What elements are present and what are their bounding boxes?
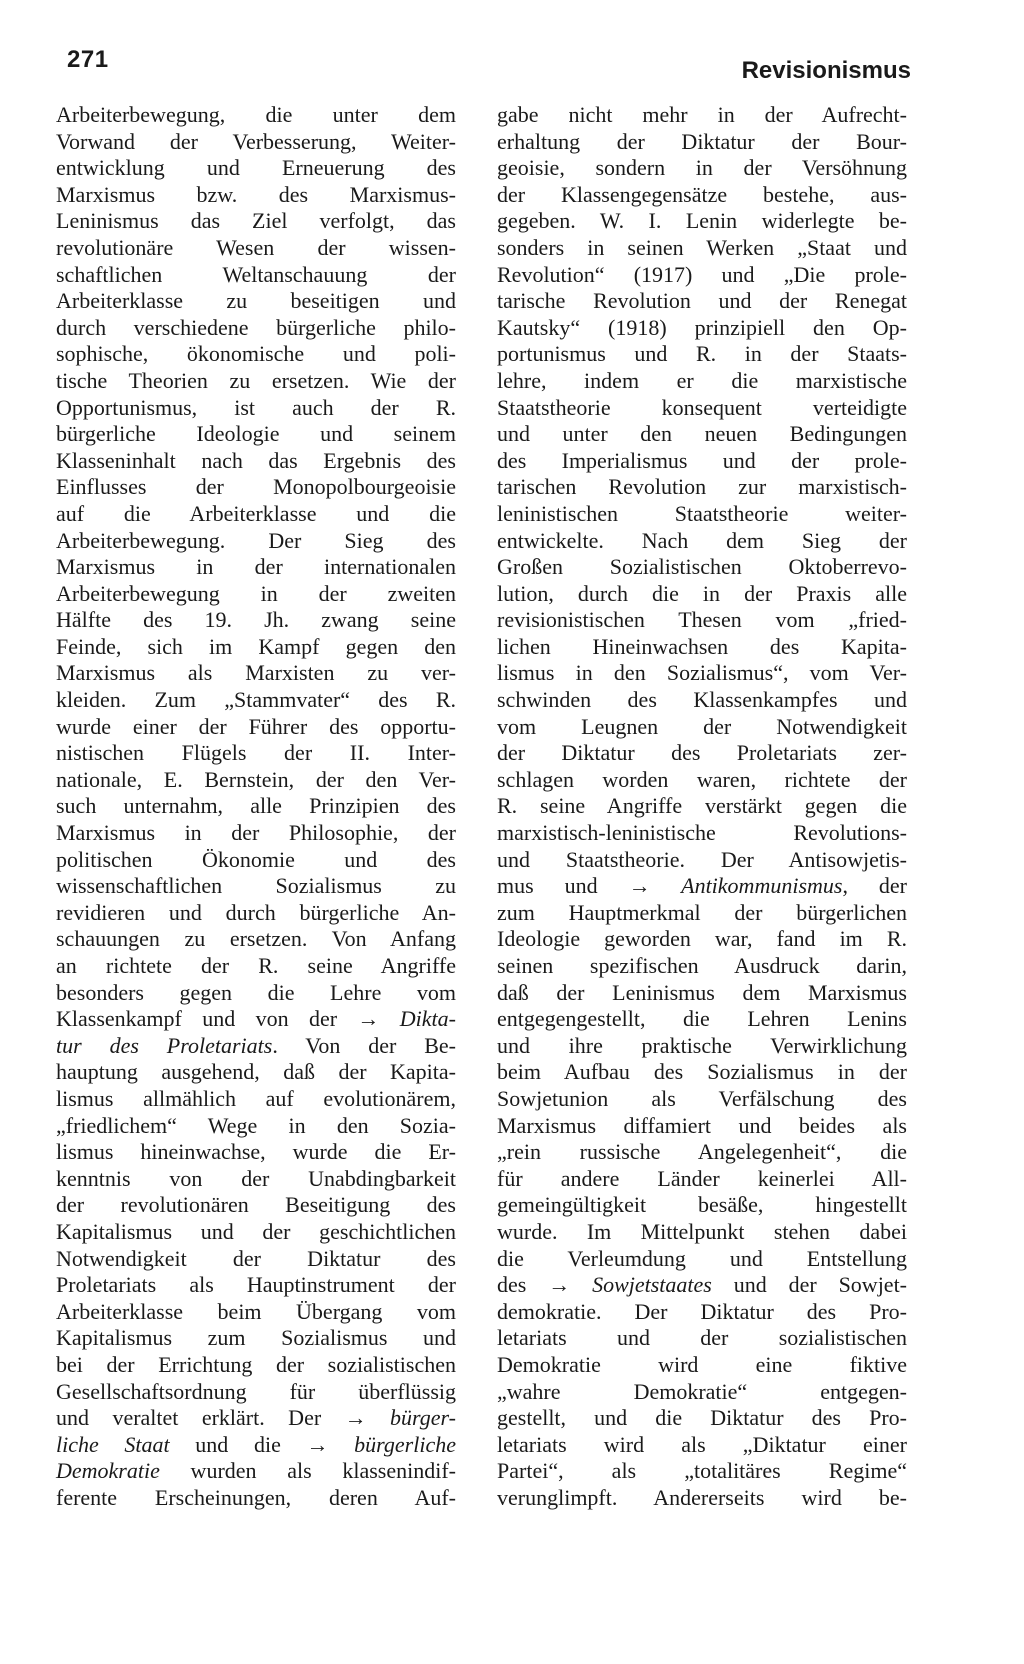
text-line: geoisie, sondern in der Versöhnung — [497, 155, 907, 181]
text-run: mus und — [497, 873, 629, 899]
text-line: Vorwand der Verbesserung, Weiter- — [56, 128, 456, 154]
text-line: bürgerliche Ideologie und seinem — [56, 421, 456, 447]
text-line: politischen Ökonomie und des — [56, 846, 456, 872]
text-line: Partei“, als „totalitäres Regime“ — [497, 1458, 907, 1484]
text-line: der revolutionären Beseitigung des — [56, 1192, 456, 1218]
text-line: und ihre praktische Verwirklichung — [497, 1032, 907, 1058]
text-line: bei der Errichtung der sozialistischen — [56, 1351, 456, 1377]
text-line: Marxismus in der Philosophie, der — [56, 820, 456, 846]
text-line: durch verschiedene bürgerliche philo- — [56, 314, 456, 340]
text-line: Notwendigkeit der Diktatur des — [56, 1245, 456, 1271]
text-run: und die — [169, 1431, 307, 1457]
text-line: Marxismus diffamiert und beides als — [497, 1112, 907, 1138]
text-line: schwinden des Klassenkampfes und — [497, 687, 907, 713]
text-line-with-reference — [497, 1272, 907, 1299]
text-line: wurde. Im Mittelpunkt stehen dabei — [497, 1218, 907, 1244]
text-line: revolutionäre Wesen der wissen- — [56, 234, 456, 260]
cross-reference-arrow-icon: → — [548, 1272, 571, 1298]
cross-reference-antikommunismus[interactable]: Antikommunismus — [650, 873, 843, 899]
text-line: Kautsky“ (1918) prinzipiell den Op- — [497, 314, 907, 340]
text-line: lismus hineinwachse, wurde die Er- — [56, 1139, 456, 1165]
text-line: letariats und der sozialistischen — [497, 1325, 907, 1351]
text-line: ferente Erscheinungen, deren Auf- — [56, 1484, 456, 1510]
cross-reference-arrow-icon: → — [306, 1431, 329, 1457]
cross-reference-buergerliche-demokratie-cont[interactable]: Demokratie — [56, 1458, 160, 1484]
text-line: nistischen Flügels der II. Inter- — [56, 740, 456, 766]
text-line: sonders in seinen Werken „Staat und — [497, 234, 907, 260]
text-line: Arbeiterbewegung, die unter dem — [56, 102, 456, 127]
text-line: für andere Länder keinerlei All- — [497, 1165, 907, 1191]
text-line: Gesellschaftsordnung für überflüssig — [56, 1378, 456, 1404]
text-line: demokratie. Der Diktatur des Pro- — [497, 1298, 907, 1324]
text-line: Proletariats als Hauptinstrument der — [56, 1272, 456, 1298]
text-line-with-reference — [56, 1033, 456, 1060]
text-run: . Von der Be- — [272, 1032, 456, 1058]
text-line: gestellt, und die Diktatur des Pro- — [497, 1405, 907, 1431]
text-line: lehre, indem er die marxistische — [497, 367, 907, 393]
cross-reference-buergerliche-staat[interactable]: bürger- — [366, 1405, 456, 1431]
text-line: hauptung ausgehend, daß der Kapita- — [56, 1059, 456, 1085]
text-run: des — [497, 1272, 549, 1298]
text-line: nationale, E. Bernstein, der den Ver- — [56, 766, 456, 792]
cross-reference-diktatur-des-proletariats-cont[interactable]: tur des Proletariats — [56, 1032, 273, 1058]
text-line: revidieren und durch bürgerliche An- — [56, 899, 456, 925]
text-line: gegeben. W. I. Lenin widerlegte be- — [497, 208, 907, 234]
text-line: erhaltung der Diktatur der Bour- — [497, 128, 907, 154]
cross-reference-buergerliche-demokratie[interactable]: bürgerliche — [328, 1431, 456, 1457]
page-number: 271 — [67, 46, 109, 73]
text-line: zum Hauptmerkmal der bürgerlichen — [497, 899, 907, 925]
text-line: Marxismus in der internationalen — [56, 554, 456, 580]
text-run: , der — [842, 873, 907, 899]
text-line: portunismus und R. in der Staats- — [497, 341, 907, 367]
text-line: „wahre Demokratie“ entgegen- — [497, 1378, 907, 1404]
text-run: Klassenkampf und von der — [56, 1006, 358, 1032]
text-line: wissenschaftlichen Sozialismus zu — [56, 873, 456, 899]
text-line: Feinde, sich im Kampf gegen den — [56, 633, 456, 659]
text-line: Einflusses der Monopolbourgeoisie — [56, 474, 456, 500]
text-line: leninistischen Staatstheorie weiter- — [497, 500, 907, 526]
text-line: kleiden. Zum „Stammvater“ des R. — [56, 687, 456, 713]
cross-reference-buergerliche-staat-cont[interactable]: liche Staat — [56, 1431, 170, 1457]
text-line: letariats wird als „Diktatur einer — [497, 1431, 907, 1457]
text-line: Revolution“ (1917) und „Die prole- — [497, 261, 907, 287]
text-line: „rein russische Angelegenheit“, die — [497, 1139, 907, 1165]
text-line: verunglimpft. Andererseits wird be- — [497, 1484, 907, 1510]
text-line: an richtete der R. seine Angriffe — [56, 953, 456, 978]
text-line: tarische Revolution und der Renegat — [497, 288, 907, 314]
text-line: kenntnis von der Unabdingbarkeit — [56, 1165, 456, 1191]
text-run: und der Sowjet- — [711, 1272, 908, 1298]
text-line: Arbeiterbewegung. Der Sieg des — [56, 527, 456, 553]
text-line: schauungen zu ersetzen. Von Anfang — [56, 926, 456, 952]
text-line: Arbeiterklasse zu beseitigen und — [56, 288, 456, 314]
text-line: lichen Hineinwachsen des Kapita- — [497, 633, 907, 659]
text-line: und Staatstheorie. Der Antisowjetis- — [497, 846, 907, 872]
cross-reference-arrow-icon: → — [344, 1405, 367, 1431]
text-line: Marxismus als Marxisten zu ver- — [56, 660, 456, 686]
text-line-with-reference — [56, 1432, 456, 1459]
text-line: und unter den neuen Bedingungen — [497, 421, 907, 447]
text-run: und veraltet erklärt. Der — [56, 1405, 345, 1431]
text-line: entwickelte. Nach dem Sieg der — [497, 527, 907, 553]
text-line: daß der Leninismus dem Marxismus — [497, 979, 907, 1005]
text-line: revisionistischen Thesen vom „fried- — [497, 607, 907, 633]
cross-reference-diktatur-des-proletariats[interactable]: Dikta- — [379, 1006, 456, 1032]
text-line: entgegengestellt, die Lehren Lenins — [497, 1006, 907, 1032]
text-line-with-reference — [56, 1405, 456, 1432]
text-line: lismus allmählich auf evolutionärem, — [56, 1085, 456, 1111]
text-run: wurden als klassenindif- — [159, 1458, 456, 1484]
text-line: Klasseninhalt nach das Ergebnis des — [56, 447, 456, 473]
text-line: Großen Sozialistischen Oktoberrevo- — [497, 554, 907, 580]
text-line-with-reference — [497, 873, 907, 900]
cross-reference-sowjetstaates[interactable]: Sowjetstaates — [570, 1272, 712, 1298]
running-head: Revisionismus — [741, 57, 911, 84]
text-line: schlagen worden waren, richtete der — [497, 766, 907, 792]
text-line: Ideologie geworden war, fand im R. — [497, 926, 907, 952]
text-line: sophische, ökonomische und poli- — [56, 341, 456, 367]
text-line: Hälfte des 19. Jh. zwang seine — [56, 607, 456, 633]
text-line: marxistisch-leninistische Revolutions- — [497, 820, 907, 846]
text-line: wurde einer der Führer des opportu- — [56, 713, 456, 739]
text-line: R. seine Angriffe verstärkt gegen die — [497, 793, 907, 819]
text-line: Arbeiterklasse beim Übergang vom — [56, 1298, 456, 1324]
text-line: der Klassengegensätze bestehe, aus- — [497, 181, 907, 207]
text-line: der Diktatur des Proletariats zer- — [497, 740, 907, 766]
text-line: Leninismus das Ziel verfolgt, das — [56, 208, 456, 234]
text-line: auf die Arbeiterklasse und die — [56, 500, 456, 526]
text-line: die Verleumdung und Entstellung — [497, 1245, 907, 1271]
text-line: tarischen Revolution zur marxistisch- — [497, 474, 907, 500]
text-line: Kapitalismus zum Sozialismus und — [56, 1325, 456, 1351]
text-line: schaftlichen Weltanschauung der — [56, 261, 456, 287]
text-line: „friedlichem“ Wege in den Sozia- — [56, 1112, 456, 1138]
text-line: lution, durch die in der Praxis alle — [497, 580, 907, 606]
text-line: lismus in den Sozialismus“, vom Ver- — [497, 660, 907, 686]
text-line: des Imperialismus und der prole- — [497, 447, 907, 473]
text-line: Opportunismus, ist auch der R. — [56, 394, 456, 420]
text-line-with-reference — [56, 1458, 456, 1485]
text-line: seinen spezifischen Ausdruck darin, — [497, 953, 907, 978]
text-line: Arbeiterbewegung in der zweiten — [56, 580, 456, 606]
left-text-column — [56, 102, 456, 1511]
text-line: vom Leugnen der Notwendigkeit — [497, 713, 907, 739]
text-line: gabe nicht mehr in der Aufrecht- — [497, 102, 907, 127]
cross-reference-arrow-icon: → — [628, 873, 651, 899]
text-line: gemeingültigkeit besäße, hingestellt — [497, 1192, 907, 1218]
right-text-column — [497, 102, 907, 1511]
text-line: Staatstheorie konsequent verteidigte — [497, 394, 907, 420]
cross-reference-arrow-icon: → — [357, 1006, 380, 1032]
text-line: Marxismus bzw. des Marxismus- — [56, 181, 456, 207]
text-line: tische Theorien zu ersetzen. Wie der — [56, 367, 456, 393]
text-line: Demokratie wird eine fiktive — [497, 1351, 907, 1377]
text-line: Kapitalismus und der geschichtlichen — [56, 1218, 456, 1244]
text-line: besonders gegen die Lehre vom — [56, 979, 456, 1005]
text-line: Sowjetunion als Verfälschung des — [497, 1085, 907, 1111]
text-line-with-reference — [56, 1006, 456, 1033]
text-line: entwicklung und Erneuerung des — [56, 155, 456, 181]
text-line: beim Aufbau des Sozialismus in der — [497, 1059, 907, 1085]
text-line: such unternahm, alle Prinzipien des — [56, 793, 456, 819]
